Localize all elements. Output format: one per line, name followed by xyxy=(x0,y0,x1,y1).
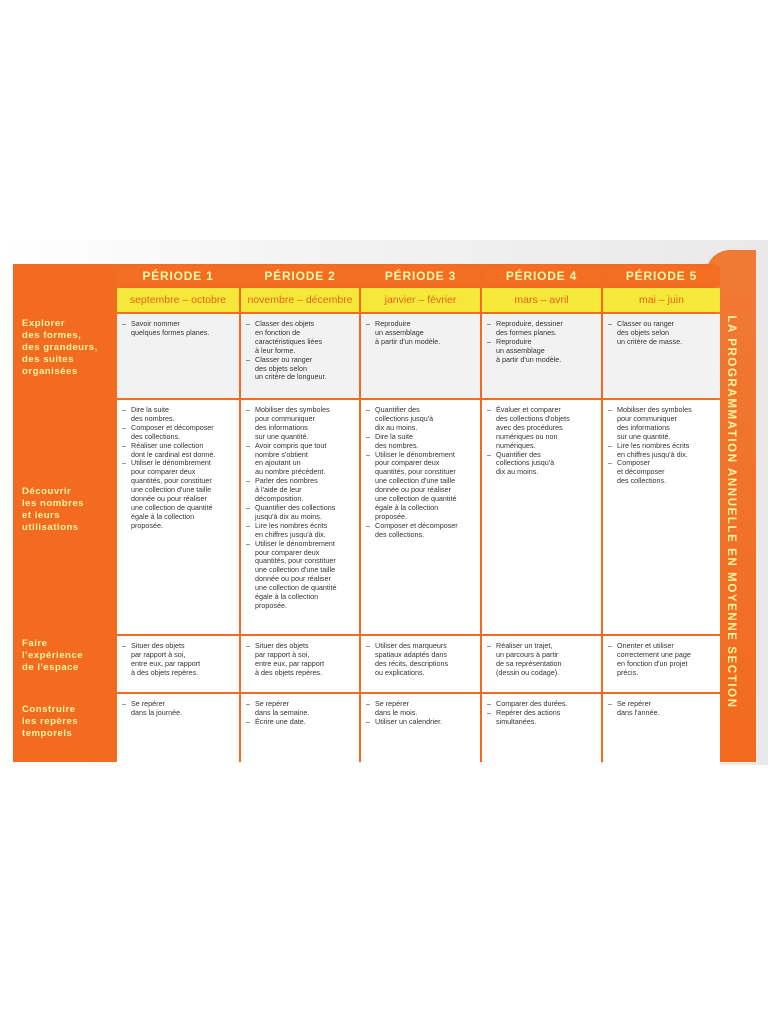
objective-item: – Situer des objets par rapport à soi, entre eux, par rapport à des objets repères. xyxy=(246,642,354,678)
objective-list xyxy=(366,320,475,347)
cell-nombres-periode-1 xyxy=(117,400,239,634)
objective-item: – Repérer des actions simultanées. xyxy=(487,709,596,727)
cell-explorer-periode-4 xyxy=(482,314,601,398)
objective-item: – Utiliser le dénombrement pour comparer deux quantités, pour constituer une collection d'une taille donnée ou pour réaliser une collection de quantité égale à la collection proposée. xyxy=(122,459,234,530)
objective-item: – Réaliser un trajet, un parcours à partir de sa représentation (dessin ou codage). xyxy=(487,642,596,678)
cell-explorer-periode-2 xyxy=(241,314,359,398)
objective-list xyxy=(366,406,475,540)
objective-item: – Dire la suite des nombres. xyxy=(366,433,475,451)
cell-espace-periode-4 xyxy=(482,636,601,692)
cell-espace-periode-1 xyxy=(117,636,239,692)
cell-temps-periode-2 xyxy=(241,694,359,767)
months-header-3: janvier – février xyxy=(361,288,480,312)
objective-list xyxy=(608,320,715,347)
period-header-4: PÉRIODE 4 xyxy=(482,266,601,286)
objective-item: – Quantifier des collections jusqu'à dix au moins. xyxy=(246,504,354,522)
objective-item: – Utiliser un calendrier. xyxy=(366,718,475,727)
objective-list xyxy=(246,700,354,727)
objective-item: – Orienter et utiliser correctement une page en fonction d'un projet précis. xyxy=(608,642,715,678)
objective-item: – Se repérer dans la semaine. xyxy=(246,700,354,718)
row-label-espace: Faire l'expérience de l'espace xyxy=(22,638,84,673)
objective-item: – Avoir compris que tout nombre s'obtient en ajoutant un au nombre précédent. xyxy=(246,442,354,478)
cell-temps-periode-3 xyxy=(361,694,480,767)
objective-item: – Classer des objets en fonction de caractéristiques liées à leur forme. xyxy=(246,320,354,356)
objective-item: – Utiliser le dénombrement pour comparer deux quantités, pour constituer une collection d'une taille donnée ou pour réaliser une collection de quantité égale à la collection proposée. xyxy=(246,540,354,611)
objective-item: – Comparer des durées. xyxy=(487,700,596,709)
objective-list xyxy=(246,406,354,611)
cell-explorer-periode-3 xyxy=(361,314,480,398)
cell-nombres-periode-2 xyxy=(241,400,359,634)
objective-item: – Composer et décomposer des collections. xyxy=(608,459,715,486)
objective-item: – Parler des nombres à l'aide de leur décomposition. xyxy=(246,477,354,504)
cell-nombres-periode-4 xyxy=(482,400,601,634)
objective-item: – Lire les nombres écrits en chiffres jusqu'à dix. xyxy=(608,442,715,460)
side-title: LA PROGRAMMATION ANNUELLE EN MOYENNE SECTION xyxy=(725,315,737,709)
objective-item: – Mobiliser des symboles pour communiquer des informations sur une quantité. xyxy=(246,406,354,442)
objective-item: – Quantifier des collections jusqu'à dix au moins. xyxy=(487,451,596,478)
cell-espace-periode-3 xyxy=(361,636,480,692)
objective-item: – Lire les nombres écrits en chiffres jusqu'à dix. xyxy=(246,522,354,540)
objective-item: – Composer et décomposer des collections. xyxy=(366,522,475,540)
objective-item: – Se repérer dans le mois. xyxy=(366,700,475,718)
months-header-5: mai – juin xyxy=(603,288,720,312)
row-label-temps: Construire les repères temporels xyxy=(22,704,79,739)
months-header-4: mars – avril xyxy=(482,288,601,312)
objective-list xyxy=(487,700,596,727)
objective-item: – Situer des objets par rapport à soi, entre eux, par rapport à des objets repères. xyxy=(122,642,234,678)
objective-item: – Reproduire un assemblage à partir d'un modèle. xyxy=(366,320,475,347)
objective-item: – Dire la suite des nombres. xyxy=(122,406,234,424)
cell-nombres-periode-3 xyxy=(361,400,480,634)
objective-list xyxy=(608,700,715,718)
objective-list xyxy=(487,406,596,477)
objective-list xyxy=(122,320,234,338)
cell-temps-periode-1 xyxy=(117,694,239,767)
objective-list xyxy=(487,320,596,365)
period-header-5: PÉRIODE 5 xyxy=(603,266,720,286)
objective-item: – Se repérer dans l'année. xyxy=(608,700,715,718)
objective-item: – Quantifier des collections jusqu'à dix au moins. xyxy=(366,406,475,433)
cell-temps-periode-5 xyxy=(603,694,720,767)
objective-list xyxy=(608,406,715,486)
months-header-2: novembre – décembre xyxy=(241,288,359,312)
row-label-nombres: Découvrir les nombres et leurs utilisations xyxy=(22,486,85,533)
objective-item: – Savoir nommer quelques formes planes. xyxy=(122,320,234,338)
objective-list xyxy=(246,320,354,382)
cell-espace-periode-5 xyxy=(603,636,720,692)
months-header-1: septembre – octobre xyxy=(117,288,239,312)
cell-explorer-periode-1 xyxy=(117,314,239,398)
objective-list xyxy=(122,406,234,531)
objective-list xyxy=(122,642,234,678)
objective-item: – Classer ou ranger des objets selon un critère de longueur. xyxy=(246,356,354,383)
objective-list xyxy=(366,700,475,727)
programme-table-sheet xyxy=(13,264,715,762)
objective-list xyxy=(608,642,715,678)
row-label-explorer: Explorer des formes, des grandeurs, des suites organisées xyxy=(22,318,98,377)
cell-temps-periode-4 xyxy=(482,694,601,767)
objective-item: – Se repérer dans la journée. xyxy=(122,700,234,718)
objective-item: – Mobiliser des symboles pour communiquer des informations sur une quantité. xyxy=(608,406,715,442)
objective-item: – Classer ou ranger des objets selon un critère de masse. xyxy=(608,320,715,347)
objective-item: – Utiliser des marqueurs spatiaux adaptés dans des récits, descriptions ou explications. xyxy=(366,642,475,678)
period-header-1: PÉRIODE 1 xyxy=(117,266,239,286)
cell-espace-periode-2 xyxy=(241,636,359,692)
objective-list xyxy=(122,700,234,718)
objective-list xyxy=(246,642,354,678)
objective-item: – Évaluer et comparer des collections d'objets avec des procédures numériques ou non numériques. xyxy=(487,406,596,451)
cell-nombres-periode-5 xyxy=(603,400,720,634)
objective-item: – Composer et décomposer des collections. xyxy=(122,424,234,442)
objective-item: – Utiliser le dénombrement pour comparer deux quantités, pour constituer une collection d'une taille donnée ou pour réaliser une collection de quantité égale à la collection proposée. xyxy=(366,451,475,522)
programme-table xyxy=(117,266,714,760)
objective-item: – Reproduire un assemblage à partir d'un modèle. xyxy=(487,338,596,365)
period-header-2: PÉRIODE 2 xyxy=(241,266,359,286)
period-header-3: PÉRIODE 3 xyxy=(361,266,480,286)
cell-explorer-periode-5 xyxy=(603,314,720,398)
objective-list xyxy=(366,642,475,678)
objective-item: – Réaliser une collection dont le cardinal est donné. xyxy=(122,442,234,460)
objective-item: – Reproduire, dessiner des formes planes. xyxy=(487,320,596,338)
objective-item: – Écrire une date. xyxy=(246,718,354,727)
objective-list xyxy=(487,642,596,678)
